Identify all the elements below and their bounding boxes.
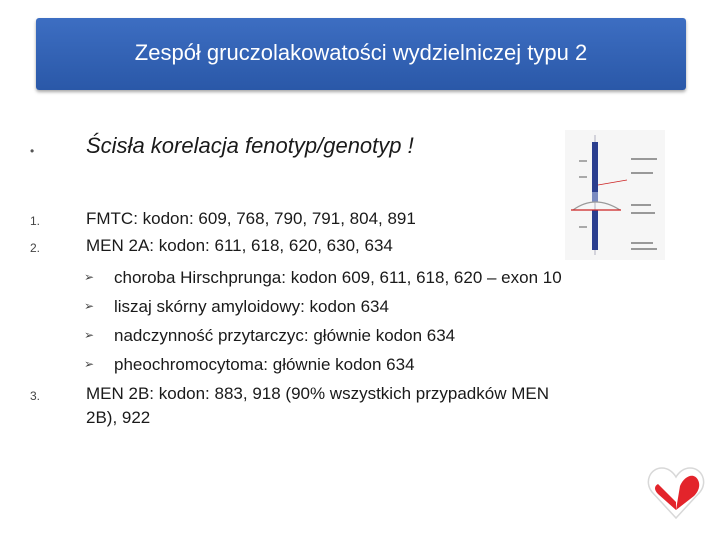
heart-icon <box>646 462 706 522</box>
list-item-continuation: 2B), 922 <box>86 408 151 427</box>
title-bar <box>36 18 686 90</box>
sub-list-item <box>84 326 455 346</box>
sub-list-item <box>84 297 389 317</box>
list-item: MEN 2B: kodon: 883, 918 (90% wszystkich przypadków MEN <box>86 384 549 403</box>
arrow-icon: ➢ <box>84 299 95 313</box>
bullet-marker: • <box>30 144 35 158</box>
sub-item-text: nadczynność przytarczyc: głównie kodon 634 <box>114 326 456 345</box>
item-number: 2. <box>30 241 41 255</box>
slide-title: Zespół gruczolakowatości wydzielniczej typu 2 <box>134 40 588 65</box>
item-number: 3. <box>30 389 41 403</box>
sub-list-item <box>84 268 562 288</box>
list-item: FMTC: kodon: 609, 768, 790, 791, 804, 891 <box>86 209 416 228</box>
item-number: 1. <box>30 214 41 228</box>
ret-gene-diagram <box>565 130 665 260</box>
sub-item-text: choroba Hirschprunga: kodon 609, 611, 618, 620 – exon 10 <box>114 268 562 287</box>
arrow-icon: ➢ <box>84 270 95 284</box>
headline: Ścisła korelacja fenotyp/genotyp ! <box>86 133 414 158</box>
sub-list-item <box>84 355 415 375</box>
sub-item-text: pheochromocytoma: głównie kodon 634 <box>114 355 415 374</box>
arrow-icon: ➢ <box>84 328 95 342</box>
list-item: MEN 2A: kodon: 611, 618, 620, 630, 634 <box>86 236 393 255</box>
arrow-icon: ➢ <box>84 357 95 371</box>
sub-item-text: liszaj skórny amyloidowy: kodon 634 <box>114 297 389 316</box>
